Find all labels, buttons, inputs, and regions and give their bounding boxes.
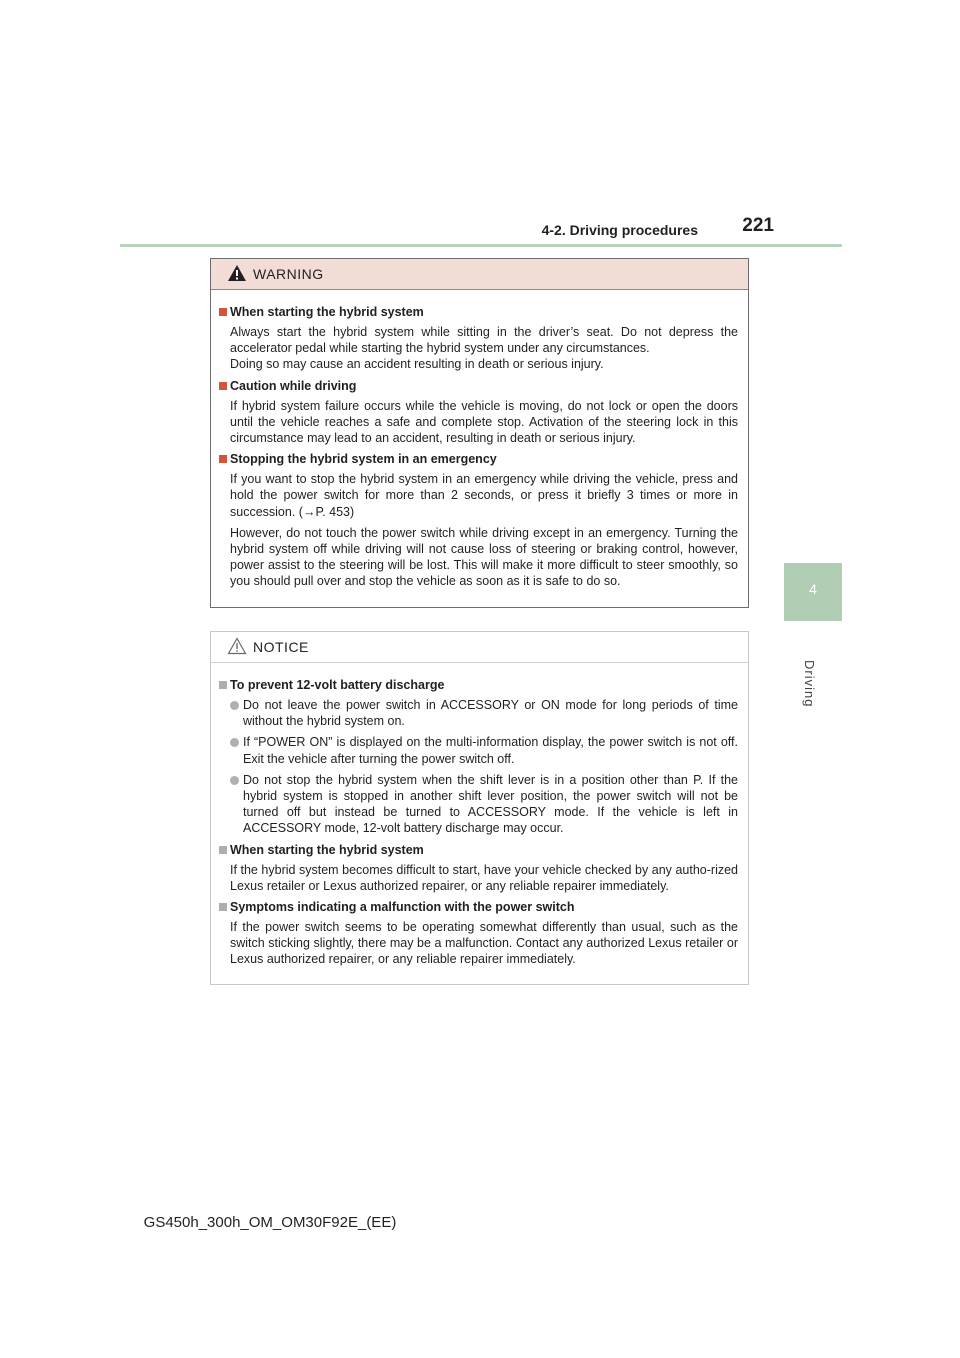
page-number: 221 (742, 215, 774, 236)
notice-bullet-item: Do not stop the hybrid system when the shift lever is in a position other than P. If the hybrid system is stopped in another shift lever position, the power switch will not be turned off but instead be turned to ACCESSORY mode. If the vehicle is left in ACCESSORY mode, 12-volt battery discharge may occur. (219, 772, 738, 837)
round-bullet-icon (230, 738, 239, 747)
notice-box (210, 631, 749, 985)
square-bullet-icon (219, 308, 227, 316)
notice-bullet-item: Do not leave the power switch in ACCESSORY or ON mode for long periods of time without the hybrid system on. (219, 697, 738, 729)
notice-bullet-item: If “POWER ON” is displayed on the multi-information display, the power switch is not off. Exit the vehicle after turning the power switch off. (219, 734, 738, 766)
warning-title: WARNING (253, 266, 324, 282)
warning-header (211, 259, 748, 290)
page-header (0, 212, 960, 242)
notice-title: NOTICE (253, 639, 309, 655)
notice-topic-heading: Symptoms indicating a malfunction with the power switch (219, 899, 738, 915)
notice-topic-heading: When starting the hybrid system (219, 842, 738, 858)
notice-paragraph: If the power switch seems to be operating somewhat differently than usual, such as the switch sticking slightly, there may be a malfunction. Contact any authorized Lexus retailer or Lexus authorized repairer, or any reliable repairer immediately. (230, 920, 738, 967)
round-bullet-icon (230, 776, 239, 785)
chapter-tab[interactable] (784, 563, 842, 621)
section-title: 4-2. Driving procedures (541, 222, 698, 238)
notice-paragraph: If the hybrid system becomes difficult to start, have your vehicle checked by any autho-rized Lexus retailer or Lexus authorized repairer, or any reliable repairer immediately. (230, 862, 738, 893)
warning-paragraph: If you want to stop the hybrid system in an emergency while driving the vehicle, press and hold the power switch for more than 2 seconds, or press it briefly 3 times or more in succession. (→P. 453) (230, 472, 738, 519)
notice-body (211, 663, 748, 968)
square-bullet-icon (219, 846, 227, 854)
warning-body (211, 290, 748, 590)
warning-topic-heading: When starting the hybrid system (219, 304, 738, 320)
header-rule (120, 244, 842, 247)
square-bullet-icon (219, 903, 227, 911)
warning-paragraph: However, do not touch the power switch while driving except in an emergency. Turning the hybrid system off while driving will not cause loss of steering or braking control, however, power assist to the steering will be lost. This will make it more difficult to steer smoothly, so you should pull over and stop the vehicle as soon as it is safe to do so. (230, 525, 738, 589)
caution-triangle-icon (227, 637, 247, 660)
document-code: GS450h_300h_OM_OM30F92E_(EE) (143, 1214, 397, 1231)
notice-header (211, 632, 748, 663)
chapter-number: 4 (809, 581, 817, 597)
chapter-label: Driving (802, 660, 817, 708)
square-bullet-icon (219, 681, 227, 689)
warning-topic-heading: Stopping the hybrid system in an emergency (219, 451, 738, 467)
warning-paragraph: Always start the hybrid system while sitting in the driver’s seat. Do not depress the accelerator pedal while starting the hybrid system under any circumstances. Doing so may cause an accident resulting in death or serious injury. (230, 325, 738, 372)
warning-box (210, 258, 749, 608)
square-bullet-icon (219, 455, 227, 463)
square-bullet-icon (219, 382, 227, 390)
notice-topic-heading: To prevent 12-volt battery discharge (219, 677, 738, 693)
warning-triangle-icon (227, 264, 247, 287)
warning-paragraph: If hybrid system failure occurs while the vehicle is moving, do not lock or open the doors until the vehicle reaches a safe and complete stop. Activation of the steering lock in this circumstance may lead to an accident, resulting in death or serious injury. (230, 398, 738, 446)
warning-topic-heading: Caution while driving (219, 378, 738, 394)
round-bullet-icon (230, 701, 239, 710)
